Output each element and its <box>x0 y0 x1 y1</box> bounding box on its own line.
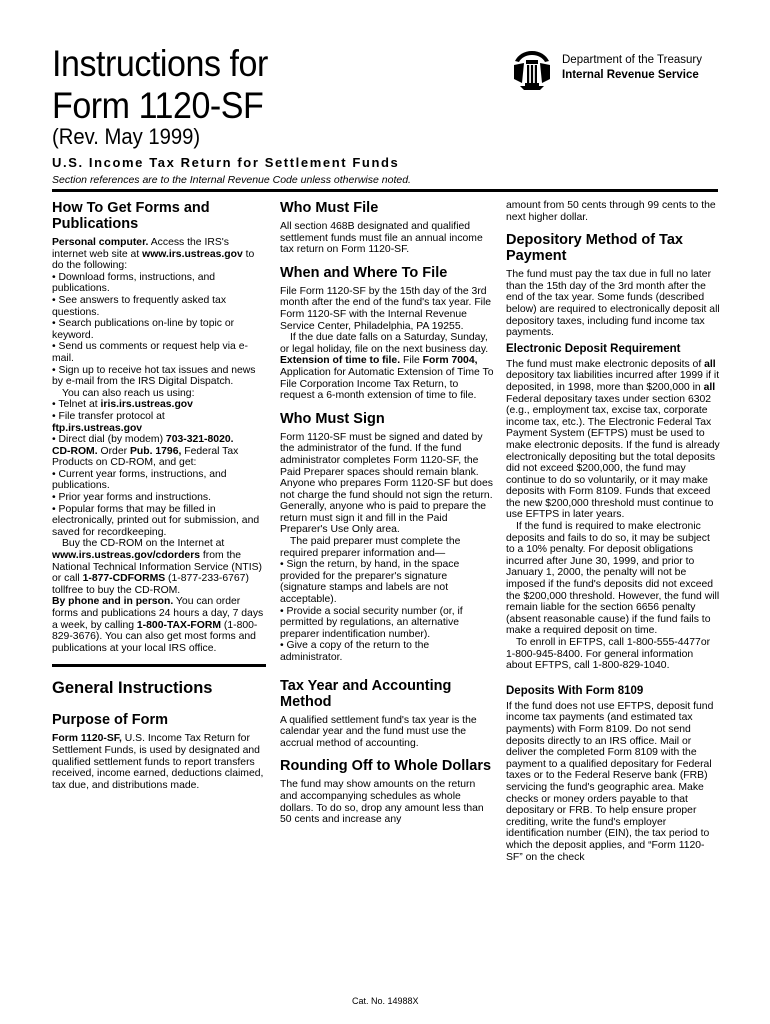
heading-who-must-file: Who Must File <box>280 200 379 216</box>
paragraph-cd-rom: CD-ROM. Order Pub. 1796, Federal Tax Products on CD-ROM, and get: <box>52 445 239 469</box>
paragraph-tax-year: A qualified settlement fund's tax year is the calendar year and the fund must use the accrual method of accounting. <box>280 714 477 749</box>
paragraph-extension: Extension of time to file. File Form 7004, Application for Automatic Extension of Time To File Corporation Income Tax Return, to request a 6-month extension of time to file. <box>280 355 494 402</box>
list-item: • Download forms, instructions, and publications. <box>52 271 216 295</box>
irs-eagle-icon <box>510 49 554 91</box>
header-divider <box>52 189 718 192</box>
title-line-1: Instructions for <box>52 43 268 84</box>
form-subtitle: U.S. Income Tax Return for Settlement Funds <box>52 155 400 170</box>
paragraph-electronic: The fund must make electronic deposits of all depository tax liabilities incurred after 1999 if it deposited, in 1998, more than $200,000 in all Federal depositary taxes under section 6302 (e.g., employment tax, excise tax, corporate income tax, etc.). The Electronic Federal Tax Payment System (EFTPS) must be used to make electronic deposits. If the fund is already electronically depositing but the total deposits did not exceed $200,000, the fund may continue to do so voluntarily, or it may make deposits with Form 8109. Funds that exceed the new $200,000 threshold must continue to use EFTPS in later years. <box>506 358 720 521</box>
list-item: • Send us comments or request help via e-mail. <box>52 341 248 364</box>
column-2 <box>280 200 494 826</box>
paragraph-personal-computer: Personal computer. Access the IRS's internet web site at www.irs.ustreas.gov to do the following: <box>52 237 255 272</box>
section-divider <box>52 664 266 667</box>
heading-who-must-sign: Who Must Sign <box>280 410 385 427</box>
list-item: • See answers to frequently asked tax questions. <box>52 294 227 318</box>
section-references-note: Section references are to the Internal Revenue Code unless otherwise noted. <box>52 174 411 186</box>
paragraph-paid-preparer: The paid preparer must complete the required preparer information and— <box>280 536 461 559</box>
heading-tax-year: Tax Year and Accounting Method <box>280 677 452 710</box>
list-item-dial: • Direct dial (by modem) 703-321-8020. <box>52 434 234 446</box>
paragraph-holiday: If the due date falls on a Saturday, Sunday, or legal holiday, file on the next business day. <box>280 332 489 355</box>
heading-electronic-deposit: Electronic Deposit Requirement <box>506 342 681 355</box>
agency-irs: Internal Revenue Service <box>562 69 699 81</box>
paragraph-when-to-file: File Form 1120-SF by the 15th day of the 3rd month after the end of the fund's tax year. File Form 1120-SF with the Internal Revenue Service Center, Philadelphia, PA 19255. <box>280 285 492 332</box>
list-item: • Popular forms that may be filled in electronically, printed out for submission, and saved for recordkeeping. <box>52 503 260 538</box>
catalog-number: Cat. No. 14988X <box>352 996 419 1006</box>
list-item: • Search publications on-line by topic or keyword. <box>52 318 235 341</box>
column-3 <box>506 200 720 863</box>
heading-purpose-of-form: Purpose of Form <box>52 712 169 729</box>
paragraph-reach: You can also reach us using: <box>62 387 195 399</box>
heading-deposits-form-8109: Deposits With Form 8109 <box>506 684 644 697</box>
list-item: • Sign up to receive hot tax issues and news by e-mail from the IRS Digital Dispatch. <box>52 364 256 388</box>
paragraph-who-must-sign: Form 1120-SF must be signed and dated by the administrator of the fund. If the fund administrator completes Form 1120-SF, the Paid Preparer spaces should remain blank. Anyone who prepares Form 1120-SF but does not charge the fund should not sign the return. Generally, anyone who is paid to prepare the return must sign it and fill in the Paid Preparer's Use Only area. <box>280 431 493 536</box>
heading-general-instructions: General Instructions <box>52 679 213 698</box>
paragraph-continued: amount from 50 cents through 99 cents to the next higher dollar. <box>506 200 716 223</box>
paragraph-penalty: If the fund is required to make electronic deposits and fails to do so, it may be subject to a 10% penalty. For deposit obligations incurred after June 30, 1999, and prior to January 1, 2000, the penalty will not be imposed if the fund's deposits did not exceed the $200,000 threshold. However, the fund will remain liable for the section 6656 penalty (absent reasonable cause) if the fund fails to make a required deposit on time. <box>506 521 720 637</box>
list-item: • Prior year forms and instructions. <box>52 492 211 504</box>
paragraph-who-must-file: All section 468B designated and qualified settlement funds must file an annual income tax return on Form 1120-SF. <box>280 221 483 256</box>
paragraph-depository: The fund must pay the tax due in full no later than the 15th day of the 3rd month after the end of the tax year. Some funds (described below) are required to electronically deposit all depository taxes, including fund income tax payments. <box>506 269 720 339</box>
column-1 <box>52 200 266 791</box>
paragraph-by-phone: By phone and in person. You can order forms and publications 24 hours a day, 7 days a week, by calling 1-800-TAX-FORM (1-800-829-3676). You can also get most forms and publications at your local IRS office. <box>52 596 264 654</box>
agency-department: Department of the Treasury <box>562 54 702 66</box>
heading-how-to-get-forms: How To Get Forms and Publications <box>52 200 210 232</box>
revision-date: (Rev. May 1999) <box>52 124 201 149</box>
paragraph-enroll: To enroll in EFTPS, call 1-800-555-4477or 1-800-945-8400. For general information about EFTPS, call 1-800-829-1040. <box>506 637 711 672</box>
heading-depository-method: Depository Method of Tax Payment <box>506 232 683 265</box>
list-item: • Sign the return, by hand, in the space provided for the preparer's signature (signature stamps and labels are not acceptable). <box>280 559 460 606</box>
list-item: • Provide a social security number (or, if permitted by regulations, an alternative preparer indentification number). <box>280 605 463 640</box>
heading-when-and-where: When and Where To File <box>280 264 448 281</box>
paragraph-form-8109: If the fund does not use EFTPS, deposit fund income tax payments (and estimated tax payments) with Form 8109. Do not send deposits directly to an IRS office. Mail or deliver the completed Form 8109 with the payment to a qualified depositary for Federal taxes or to the Federal Reserve bank (FRB) servicing the fund's geographic area. Make checks or money orders payable to that depositary or FRB. To help ensure proper crediting, write the fund's employer identification number (EIN), the tax period to which the deposit applies, and “Form 1120-SF” on the check <box>506 700 714 863</box>
paragraph-rounding: The fund may show amounts on the return and accompanying schedules as whole dollars. To do so, drop any amount less than 50 cents and increase any <box>280 779 484 826</box>
title-line-2: Form 1120-SF <box>52 85 264 126</box>
list-item: • Current year forms, instructions, and publications. <box>52 468 227 492</box>
paragraph-purpose: Form 1120-SF, U.S. Income Tax Return for Settlement Funds, is used by designated and qualified settlement funds to report transfers received, income earned, deductions claimed, tax due, and distributions made. <box>52 733 264 791</box>
list-item-telnet: • Telnet at iris.irs.ustreas.gov <box>52 399 193 411</box>
list-item: • Give a copy of the return to the administrator. <box>280 640 430 663</box>
heading-rounding: Rounding Off to Whole Dollars <box>280 758 492 775</box>
paragraph-buy-cd: Buy the CD-ROM on the Internet at www.irs.ustreas.gov/cdorders from the National Technical Information Service (NTIS) or call 1-877-CDFORMS (1-877-233-6767) tollfree to buy the CD-ROM. <box>52 538 263 596</box>
list-item-ftp: • File transfer protocol at ftp.irs.ustreas.gov <box>52 410 165 434</box>
